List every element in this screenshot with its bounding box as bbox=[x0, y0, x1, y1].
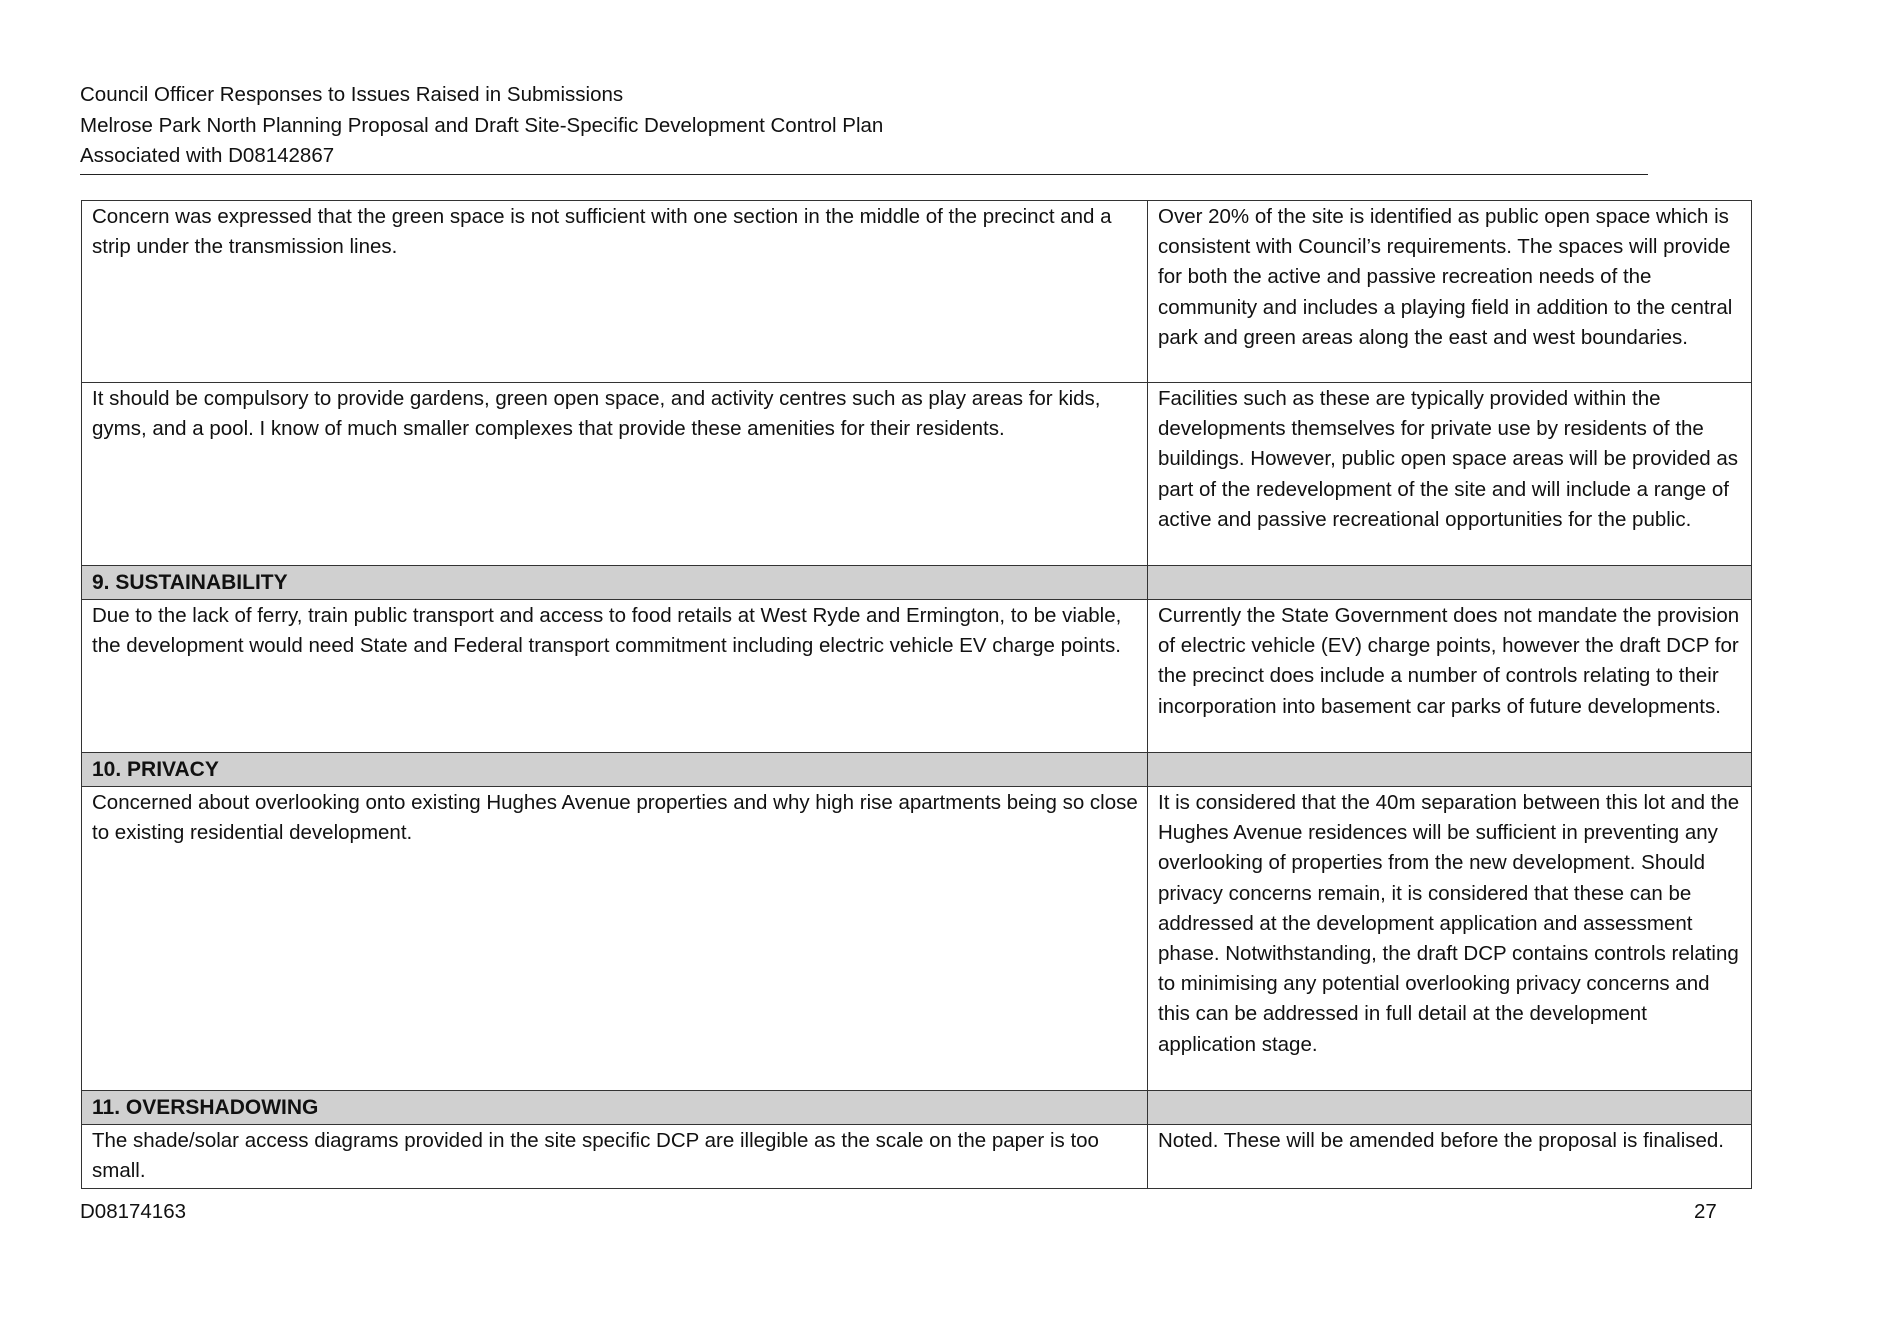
table-row bbox=[82, 600, 1752, 753]
response-cell: Currently the State Government does not mandate the provision of electric vehicle (EV) charge points, however the draft DCP for the precinct does include a number of controls relating to their incorporation into basement car parks of future developments. bbox=[1148, 600, 1752, 753]
table-row bbox=[82, 787, 1752, 1091]
section-heading-row bbox=[82, 566, 1752, 600]
issues-response-table bbox=[81, 200, 1752, 1189]
response-cell: It is considered that the 40m separation between this lot and the Hughes Avenue residences will be sufficient in preventing any overlooking of properties from the new development. Should privacy concerns remain, it is considered that these can be addressed at the development application and assessment phase. Notwithstanding, the draft DCP contains controls relating to minimising any potential overlooking privacy concerns and this can be addressed in full detail at the development application stage. bbox=[1148, 787, 1752, 1091]
header-subtitle: Melrose Park North Planning Proposal and Draft Site-Specific Development Control Plan bbox=[80, 113, 884, 137]
footer-document-id: D08174163 bbox=[80, 1200, 187, 1223]
issue-cell: It should be compulsory to provide gardens, green open space, and activity centres such as play areas for kids, gyms, and a pool. I know of much smaller complexes that provide these amenities for their residents. bbox=[82, 383, 1148, 566]
response-cell: Over 20% of the site is identified as public open space which is consistent with Council’s requirements. The spaces will provide for both the active and passive recreation needs of the community and includes a playing field in addition to the central park and green areas along the east and west boundaries. bbox=[1148, 201, 1752, 383]
header-reference: Associated with D08142867 bbox=[80, 144, 335, 167]
section-heading-row bbox=[82, 1091, 1752, 1125]
section-heading-empty-cell bbox=[1148, 1091, 1752, 1125]
issue-cell: Due to the lack of ferry, train public transport and access to food retails at West Ryde and Ermington, to be viable, the development would need State and Federal transport commitment including electric vehicle EV charge points. bbox=[82, 600, 1148, 753]
issue-cell: The shade/solar access diagrams provided in the site specific DCP are illegible as the scale on the paper is too small. bbox=[82, 1125, 1148, 1189]
table-row bbox=[82, 383, 1752, 566]
footer-page-number: 27 bbox=[1694, 1200, 1717, 1223]
response-cell: Noted. These will be amended before the proposal is finalised. bbox=[1148, 1125, 1752, 1189]
table-row bbox=[82, 201, 1752, 383]
table-row bbox=[82, 1125, 1752, 1189]
issue-cell: Concern was expressed that the green space is not sufficient with one section in the middle of the precinct and a strip under the transmission lines. bbox=[82, 201, 1148, 383]
section-heading-overshadowing: 11. OVERSHADOWING bbox=[82, 1091, 1148, 1125]
section-heading-sustainability: 9. SUSTAINABILITY bbox=[82, 566, 1148, 600]
section-heading-privacy: 10. PRIVACY bbox=[82, 753, 1148, 787]
section-heading-row bbox=[82, 753, 1752, 787]
header-title: Council Officer Responses to Issues Raised in Submissions bbox=[80, 83, 624, 106]
response-cell: Facilities such as these are typically provided within the developments themselves for private use by residents of the buildings. However, public open space areas will be provided as part of the redevelopment of the site and will include a range of active and passive recreational opportunities for the public. bbox=[1148, 383, 1752, 566]
document-header bbox=[80, 80, 1648, 175]
section-heading-empty-cell bbox=[1148, 566, 1752, 600]
issue-cell: Concerned about overlooking onto existing Hughes Avenue properties and why high rise apartments being so close to existing residential development. bbox=[82, 787, 1148, 1091]
section-heading-empty-cell bbox=[1148, 753, 1752, 787]
